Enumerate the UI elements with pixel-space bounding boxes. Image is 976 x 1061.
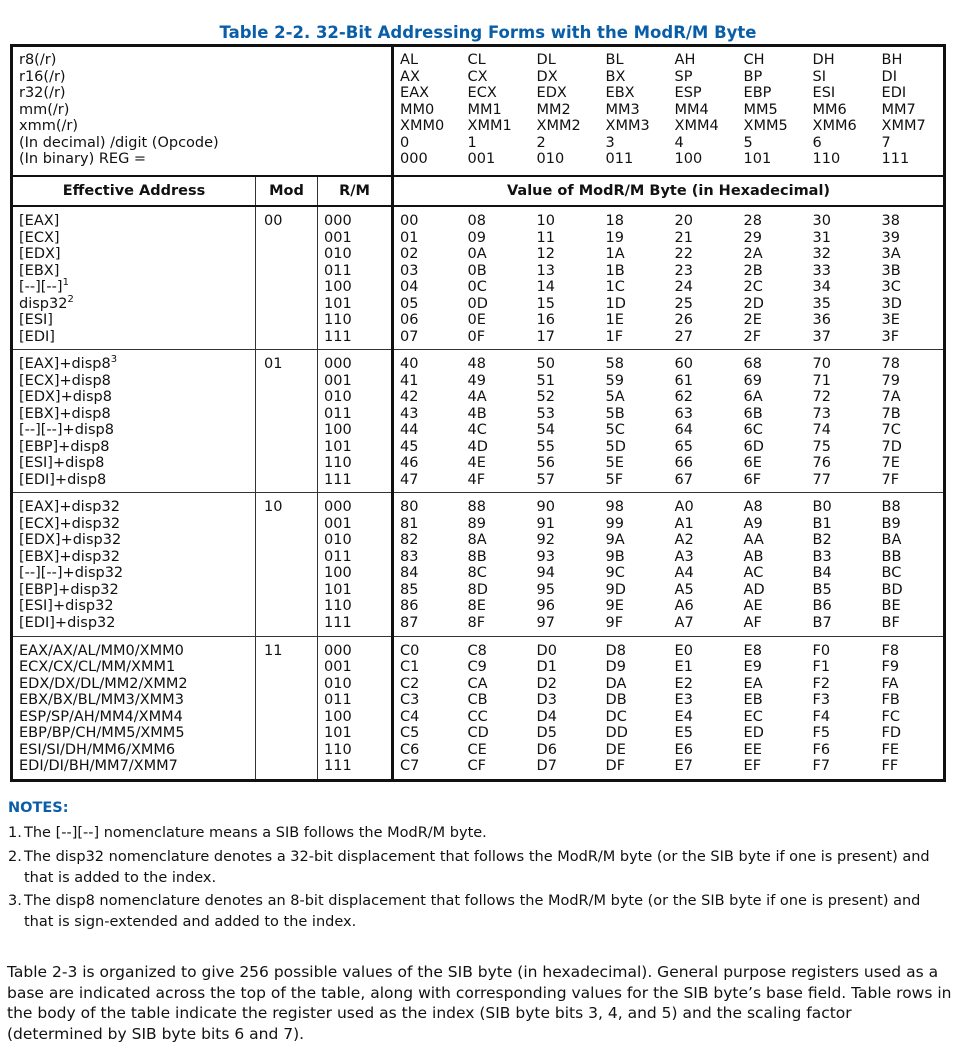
mod-value: 01	[256, 350, 318, 493]
effective-address: [EBP]+disp32	[19, 581, 119, 598]
effective-address-list	[12, 206, 256, 350]
effective-address: EAX/AX/AL/MM0/XMM0	[19, 642, 184, 659]
effective-address: [--][--]+disp8	[19, 422, 114, 439]
register-header-row	[12, 46, 945, 177]
effective-address: $[EAX]+disp8^3$	[19, 354, 118, 373]
register-label-list: r8(/r) r16(/r) r32(/r) mm(/r) xmm(/r) (In decimal) /digit (Opcode) (In binary) REG =	[19, 52, 219, 167]
reg-column-010: DL DX EDX MM2 XMM2 2 010	[536, 52, 581, 167]
modrm-hex-column: 98 99 9A 9B 9C 9D 9E 9F	[600, 493, 669, 636]
modrm-hex-column: 88 89 8A 8B 8C 8D 8E 8F	[462, 493, 531, 636]
reg-column-101: CH BP EBP MM5 XMM5 5 101	[743, 52, 788, 167]
modrm-hex-column: A0 A1 A2 A3 A4 A5 A6 A7	[669, 493, 738, 636]
note-number: 1.	[8, 825, 22, 841]
note-number: 2.	[8, 849, 22, 865]
modrm-hex-column: 50 51 52 53 54 55 56 57	[531, 350, 600, 493]
modrm-addressing-table	[10, 44, 946, 782]
modrm-hex-column: 48 49 4A 4B 4C 4D 4E 4F	[462, 350, 531, 493]
reg-column-111: BH DI EDI MM7 XMM7 7 111	[881, 52, 926, 167]
column-heading-row	[12, 176, 945, 206]
modrm-hex-column: 70 71 72 73 74 75 76 77	[807, 350, 876, 493]
modrm-value-heading: Value of ModR/M Byte (in Hexadecimal)	[393, 176, 945, 206]
effective-address: [EBX]+disp32	[19, 548, 120, 565]
effective-address: EBX/BX/BL/MM3/XMM3	[19, 692, 184, 709]
modrm-hex-column: 08 09 0A 0B 0C 0D 0E 0F	[467, 213, 488, 345]
modrm-hex-column: 28 29 2A 2B 2C 2D 2E 2F	[743, 213, 764, 345]
rm-values: 000 001 010 011 100 101 110 111	[318, 206, 393, 350]
effective-address: ESI/SI/DH/MM6/XMM6	[19, 741, 176, 758]
modrm-hex-column: 80 81 82 83 84 85 86 87	[393, 493, 462, 636]
effective-address: [ESI]+disp32	[19, 598, 114, 615]
reg-column-100: AH SP ESP MM4 XMM4 4 100	[674, 52, 719, 167]
modrm-hex-column: F8 F9 FA FB FC FD FE FF	[876, 636, 945, 780]
modrm-hex-column: 10 11 12 13 14 15 16 17	[536, 213, 555, 345]
modrm-hex-column: E0 E1 E2 E3 E4 E5 E6 E7	[669, 636, 738, 780]
note-text: The disp32 nomenclature denotes a 32-bit displacement that follows the ModR/M byte (or the SIB byte if one is present) and that is added to the index.	[24, 849, 930, 886]
modrm-hex-column: 68 69 6A 6B 6C 6D 6E 6F	[738, 350, 807, 493]
modrm-hex-column: 58 59 5A 5B 5C 5D 5E 5F	[600, 350, 669, 493]
body-paragraph: Table 2-3 is organized to give 256 possible values of the SIB byte (in hexadecimal). General purpose registers used as a base are indicated across the top of the table, along with corresponding values for the SIB byte’s base field. Table rows in the body of the table indicate the register used as the index (SIB byte bits 3, 4, and 5) and the scaling factor (determined by SIB byte bits 6 and 7).	[7, 963, 952, 1043]
reg-column-011: BL BX EBX MM3 XMM3 3 011	[605, 52, 650, 167]
effective-address: [ECX]	[19, 229, 60, 246]
modrm-hex-column: 20 21 22 23 24 25 26 27	[674, 213, 693, 345]
mod-value: 00	[256, 206, 318, 350]
modrm-hex-column: 30 31 32 33 34 35 36 37	[812, 213, 831, 345]
rm-values: 000 001 010 011 100 101 110 111	[318, 636, 393, 780]
table-body	[12, 46, 945, 781]
effective-address: [EDI]+disp8	[19, 471, 107, 488]
effective-address-list	[12, 350, 256, 493]
reg-column-000: AL AX EAX MM0 XMM0 0 000	[393, 46, 462, 177]
modrm-hex-column: 60 61 62 63 64 65 66 67	[669, 350, 738, 493]
mod-heading: Mod	[256, 176, 318, 206]
mod-group-01	[12, 350, 945, 493]
note-3	[8, 891, 953, 933]
modrm-hex-column: E8 E9 EA EB EC ED EE EF	[738, 636, 807, 780]
effective-address: [EDI]+disp32	[19, 614, 116, 631]
table-title: Table 2-2. 32-Bit Addressing Forms with the ModR/M Byte	[219, 23, 757, 42]
effective-address: [ECX]+disp8	[19, 372, 111, 389]
effective-address: EBP/BP/CH/MM5/XMM5	[19, 725, 185, 742]
modrm-hex-column: 78 79 7A 7B 7C 7D 7E 7F	[876, 350, 945, 493]
effective-address: [EBP]+disp8	[19, 438, 110, 455]
effective-address: ECX/CX/CL/MM/XMM1	[19, 659, 176, 676]
modrm-hex-column: 38 39 3A 3B 3C 3D 3E 3F	[881, 213, 902, 345]
note-1	[8, 823, 953, 844]
effective-address: EDI/DI/BH/MM7/XMM7	[19, 758, 178, 775]
effective-address: [ESI]	[19, 312, 53, 328]
footnote-mark: 1	[62, 277, 69, 288]
modrm-hex-column: 00 01 02 03 04 05 06 07	[400, 213, 419, 345]
effective-address: [EDI]	[19, 328, 55, 345]
note-text: The [--][--] nomenclature means a SIB follows the ModR/M byte.	[24, 825, 487, 841]
effective-address: [EDX]+disp32	[19, 532, 122, 549]
effective-address: $disp32^2$	[19, 293, 74, 312]
effective-address: [--][--]+disp32	[19, 565, 124, 582]
effective-address: EDX/DX/DL/MM2/XMM2	[19, 675, 188, 692]
reg-column-110: DH SI ESI MM6 XMM6 6 110	[812, 52, 857, 167]
modrm-hex-column: A8 A9 AA AB AC AD AE AF	[738, 493, 807, 636]
note-number: 3.	[8, 893, 22, 909]
mod-value: 11	[256, 636, 318, 780]
mod-group-11	[12, 636, 945, 780]
modrm-hex-column: C8 C9 CA CB CC CD CE CF	[462, 636, 531, 780]
effective-address: $[--][--]^1$	[19, 277, 69, 295]
effective-address: ESP/SP/AH/MM4/XMM4	[19, 708, 183, 725]
modrm-hex-column: D0 D1 D2 D3 D4 D5 D6 D7	[531, 636, 600, 780]
modrm-hex-column: B0 B1 B2 B3 B4 B5 B6 B7	[807, 493, 876, 636]
footnote-mark: 2	[67, 293, 74, 305]
rm-values: 000 001 010 011 100 101 110 111	[318, 493, 393, 636]
note-2	[8, 847, 953, 889]
footnote-mark: 3	[110, 354, 118, 366]
modrm-hex-column: C0 C1 C2 C3 C4 C5 C6 C7	[393, 636, 462, 780]
note-text: The disp8 nomenclature denotes an 8-bit displacement that follows the ModR/M byte (or the SIB byte if one is present) and that is sign-extended and added to the index.	[24, 893, 921, 930]
rm-heading: R/M	[318, 176, 393, 206]
rm-values: 000 001 010 011 100 101 110 111	[318, 350, 393, 493]
effective-address: [ECX]+disp32	[19, 515, 121, 532]
reg-column-001: CL CX ECX MM1 XMM1 1 001	[467, 52, 512, 167]
effective-address-heading: Effective Address	[12, 176, 256, 206]
modrm-hex-column: D8 D9 DA DB DC DD DE DF	[600, 636, 669, 780]
mod-value: 10	[256, 493, 318, 636]
effective-address: [EBX]+disp8	[19, 405, 111, 422]
modrm-hex-column: 40 41 42 43 44 45 46 47	[393, 350, 462, 493]
mod-group-00	[12, 206, 945, 350]
effective-address: [ESI]+disp8	[19, 455, 105, 472]
effective-address-list	[12, 493, 256, 636]
effective-address: [EAX]+disp32	[19, 499, 120, 516]
effective-address: [EDX]	[19, 246, 61, 262]
modrm-hex-column: B8 B9 BA BB BC BD BE BF	[876, 493, 945, 636]
effective-address-list	[12, 636, 256, 780]
effective-address: [EBX]	[19, 262, 60, 279]
effective-address: [EAX]	[19, 213, 60, 229]
modrm-hex-column: 90 91 92 93 94 95 96 97	[531, 493, 600, 636]
modrm-hex-column: 18 19 1A 1B 1C 1D 1E 1F	[605, 213, 626, 345]
modrm-hex-column: F0 F1 F2 F3 F4 F5 F6 F7	[807, 636, 876, 780]
notes-title: NOTES:	[8, 800, 69, 816]
effective-address: [EDX]+disp8	[19, 389, 112, 406]
mod-group-10	[12, 493, 945, 636]
